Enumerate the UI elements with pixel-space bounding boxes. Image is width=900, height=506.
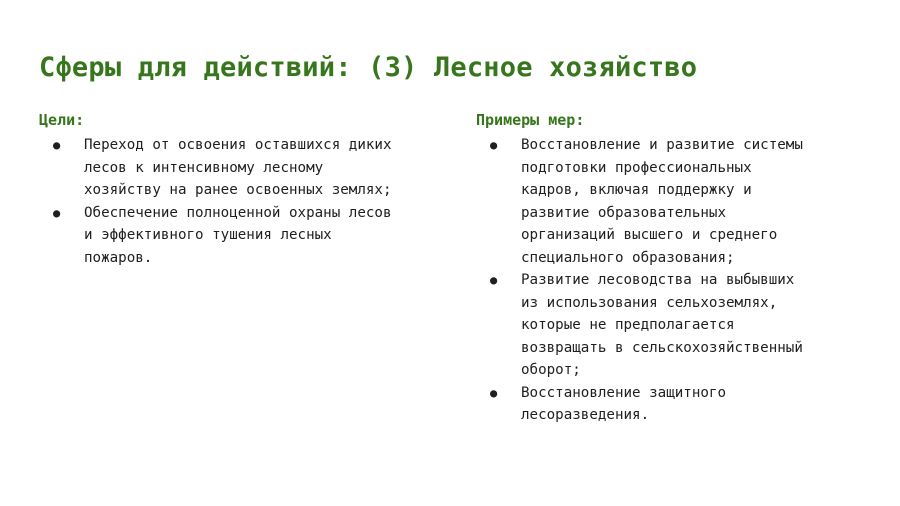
measure-item-line: которые не предполагается xyxy=(521,317,735,333)
goals-list xyxy=(39,134,444,269)
goal-item-line: и эффективного тушения лесных xyxy=(84,227,332,243)
measure-item-line: Развитие лесоводства на выбывших xyxy=(521,272,795,288)
bullet-icon: ● xyxy=(490,273,498,287)
measures-list xyxy=(476,134,866,427)
measure-item xyxy=(476,134,866,269)
slide-title: Сферы для действий: (3) Лесное хозяйство xyxy=(39,52,698,83)
measure-item-line: Восстановление и развитие системы xyxy=(521,137,803,153)
measure-item-line: возвращать в сельскохозяйственный xyxy=(521,339,803,356)
measure-item-line: организаций высшего и среднего xyxy=(521,227,778,243)
measure-item-line: оборот; xyxy=(521,362,581,378)
measures-column xyxy=(476,110,866,427)
measure-item-line: подготовки профессиональных xyxy=(521,159,752,176)
measure-item-line: специального образования; xyxy=(521,249,735,266)
measure-item xyxy=(476,382,866,427)
measures-heading: Примеры мер: xyxy=(476,111,585,129)
bullet-icon: ● xyxy=(53,205,61,220)
goals-heading: Цели: xyxy=(39,111,85,129)
measure-item-line: развитие образовательных xyxy=(521,204,726,221)
goals-column xyxy=(39,110,444,269)
goal-item-line: лесов к интенсивному лесному xyxy=(84,159,324,176)
bullet-icon: ● xyxy=(53,138,61,152)
goal-item xyxy=(39,134,444,202)
measure-item-line: Восстановление защитного xyxy=(521,384,726,401)
goal-item-line: Переход от освоения оставшихся диких xyxy=(84,137,392,153)
measure-item-line: кадров, включая поддержку и xyxy=(521,182,752,198)
measure-item-line: из использования сельхоземлях, xyxy=(521,294,778,311)
bullet-icon: ● xyxy=(490,385,498,400)
goal-item-line: пожаров. xyxy=(84,249,153,266)
goal-item-line: Обеспечение полноценной охраны лесов xyxy=(84,204,392,221)
measure-item-line: лесоразведения. xyxy=(521,407,650,423)
measure-item xyxy=(476,269,866,382)
goal-item-line: хозяйству на ранее освоенных землях; xyxy=(84,182,392,198)
bullet-icon: ● xyxy=(490,138,498,152)
goal-item xyxy=(39,202,444,270)
